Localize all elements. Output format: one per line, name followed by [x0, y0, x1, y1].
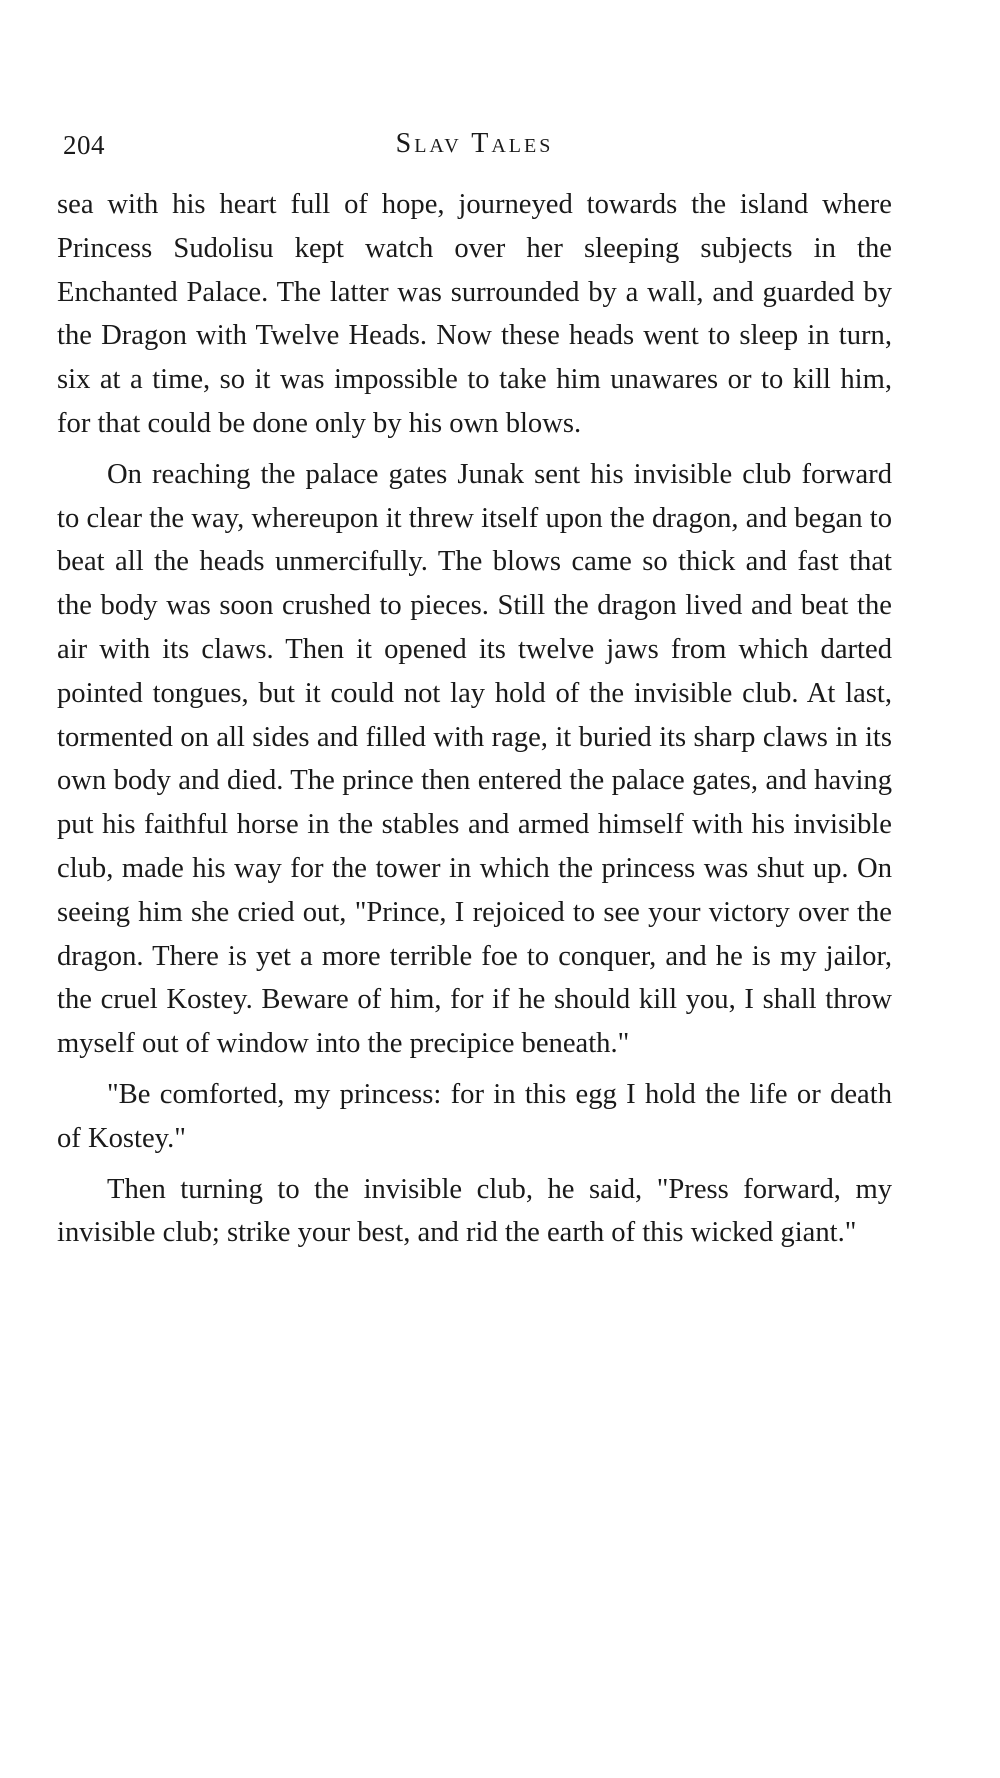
paragraph-club-command: Then turning to the invisible club, he said, "Press forward, my invisible club; strike your best, and rid the earth of this wicked giant."	[57, 1173, 892, 1249]
running-head	[57, 128, 892, 168]
page-number: 204	[63, 130, 105, 160]
paragraph-continuation: sea with his heart full of hope, journeyed towards the island where Princess Sudolisu kept watch over her sleeping subjects in the Enchanted Palace. The latter was surrounded by a wall, and guarded by the Dragon with Twelve Heads. Now these heads went to sleep in turn, six at a time, so it was impossible to take him unawares or to kill him, for that could be done only by his own blows.	[57, 189, 892, 439]
paragraph-dragon-battle: On reaching the palace gates Junak sent his invisible club forward to clear the way, whereupon it threw itself upon the dragon, and began to beat all the heads unmercifully. The blows came so thick and fast that the body was soon crushed to pieces. Still the dragon lived and beat the air with its claws. Then it opened its twelve jaws from which darted pointed tongues, but it could not lay hold of the invisible club. At last, tormented on all sides and filled with rage, it buried its sharp claws in its own body and died. The prince then entered the palace gates, and having put his faithful horse in the stables and armed himself with his invisible club, made his way for the tower in which the princess was shut up. On seeing him she cried out, "Prince, I rejoiced to see your victory over the dragon. There is yet a more terrible foe to conquer, and he is my jailor, the cruel Kostey. Beware of him, for if he should kill you, I shall throw myself out of window into the precipice beneath."	[57, 458, 892, 1060]
body-text	[57, 183, 892, 1262]
paragraph-prince-reply: "Be comforted, my princess: for in this egg I hold the life or death of Kostey."	[57, 1078, 892, 1154]
running-title: Slav Tales	[395, 128, 554, 159]
